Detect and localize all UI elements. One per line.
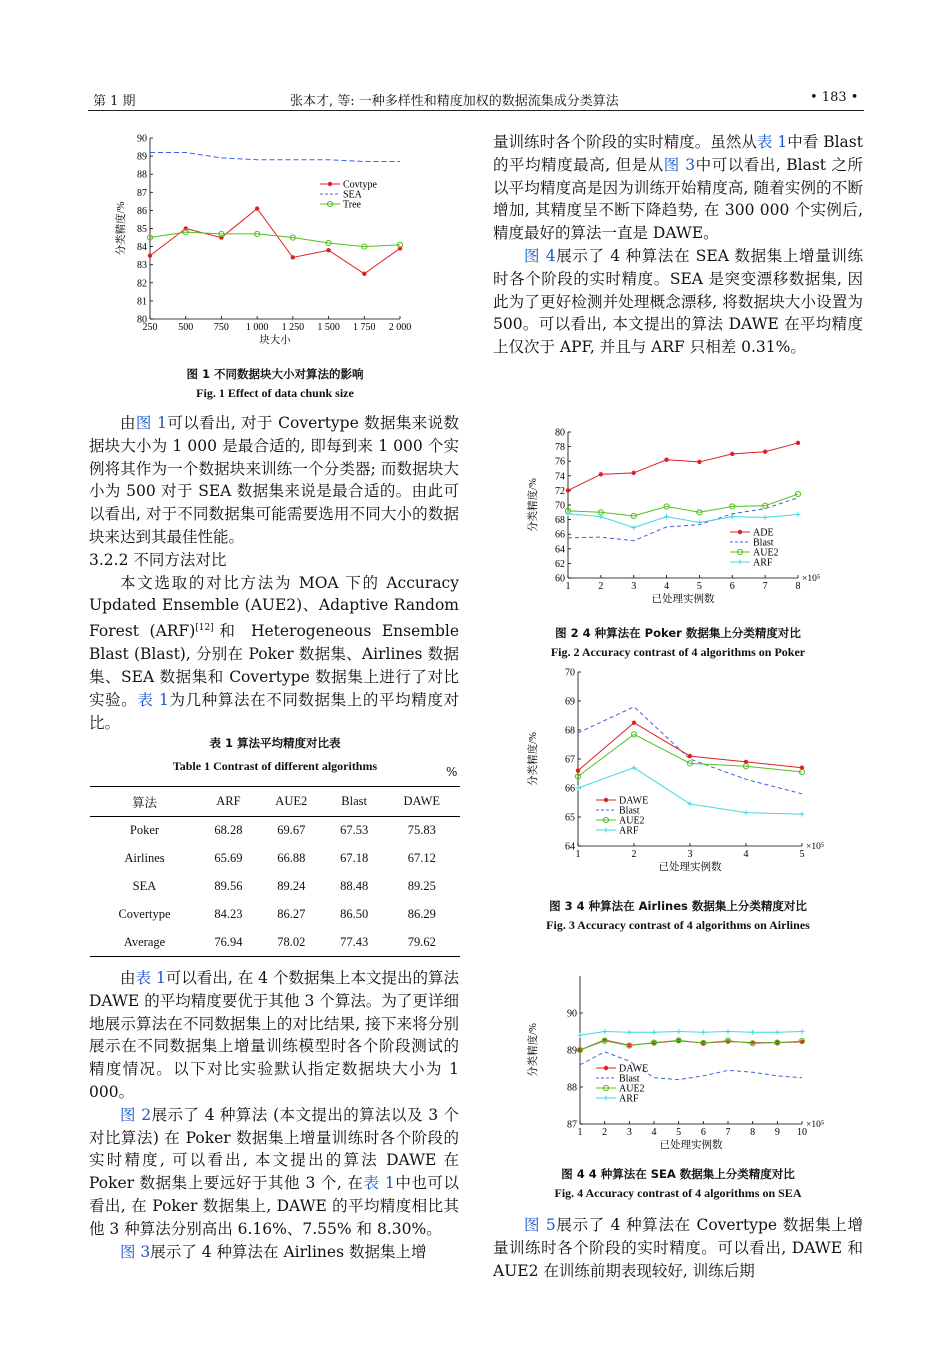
- legend-marker: [604, 798, 608, 802]
- x-tick-label: 500: [178, 322, 194, 333]
- table-cell: 76.94: [199, 929, 258, 957]
- text: 中也可以看出, 在 Poker 数据集上, DAWE 的平均精度相比其他 3 种算法分别高出 6.16%、7.55% 和 8.30%。: [89, 1174, 459, 1238]
- y-tick-label: 88: [567, 1082, 577, 1094]
- y-tick-label: 66: [555, 529, 565, 541]
- text: 中可以看出, Blast 之所以平均精度高是因为训练开始精度高, 随着实例的不断增加, 其精度呈不断下降趋势, 在 300 000 个实例后, 精度最好的算法一直是 DAWE。: [493, 155, 863, 243]
- x-tick-label: 750: [213, 322, 229, 333]
- text: 由: [120, 414, 136, 432]
- table-row: [90, 873, 460, 901]
- data-point-ade: [599, 472, 603, 476]
- series-line-aue2: [568, 494, 798, 516]
- text: 展示了 4 种算法 (本文提出的算法以及 3 个对比算法) 在 Poker 数据集上增量训练时各个阶段的实时精度, 可以看出, 本文提出的算法 DAWE 在 Poker 数据集上要远好于其他 3 个, 在: [89, 1105, 459, 1193]
- x-tick-label: 1 250: [281, 322, 305, 333]
- x-axis-label: 已处理实例数: [659, 1140, 723, 1151]
- y-tick-label: 89: [137, 151, 147, 163]
- y-tick-label: 89: [567, 1045, 577, 1057]
- y-tick-label: 82: [137, 278, 147, 290]
- series-line-arf: [578, 768, 802, 814]
- data-point-arf: [688, 801, 693, 806]
- x-axis-label: 已处理实例数: [651, 594, 715, 605]
- y-tick-label: 72: [555, 485, 565, 497]
- legend-label: Covtype: [343, 179, 377, 191]
- data-point-ade: [796, 441, 800, 445]
- table-cell: Average: [90, 929, 199, 957]
- legend-label: SEA: [343, 189, 362, 201]
- figure-link[interactable]: 图 5: [524, 1216, 556, 1234]
- y-tick-label: 62: [555, 558, 565, 570]
- x-tick-label: 5: [696, 581, 702, 592]
- table-cell: 66.88: [277, 851, 306, 865]
- legend-label: ARF: [619, 825, 639, 837]
- table-cell: 68.28: [214, 823, 243, 838]
- x-tick-label: 10: [797, 1127, 807, 1138]
- data-point-covtype: [255, 206, 259, 210]
- series-line-sea: [150, 152, 400, 161]
- table-link[interactable]: 表 1: [363, 1174, 395, 1193]
- table-cell: 67.18: [340, 851, 369, 865]
- table-cell: 86.29: [407, 907, 436, 921]
- legend-marker: [738, 530, 742, 534]
- table-header-cell: DAWE: [384, 787, 460, 817]
- x-tick-label: 7: [725, 1127, 731, 1138]
- paragraph: [89, 412, 459, 549]
- running-header-title: 张本才, 等: 一种多样性和精度加权的数据流集成分类算法: [290, 94, 619, 109]
- y-tick-label: 76: [555, 456, 565, 468]
- text: 展示了 4 种算法在 Covertype 数据集上增量训练时各个阶段的实时精度。可以看出, DAWE 和 AUE2 在训练前期表现较好, 训练后期: [493, 1216, 863, 1280]
- legend-label: AUE2: [619, 815, 645, 827]
- figure-2-caption-en: Fig. 2 Accuracy contrast of 4 algorithms on Poker: [550, 645, 806, 659]
- legend-marker: [604, 1096, 609, 1101]
- x-unit-label: ×10⁵: [806, 842, 825, 852]
- legend-label: ADE: [753, 527, 774, 539]
- y-axis-label: 分类精度/%: [528, 732, 539, 786]
- x-tick-label: 1: [577, 1127, 583, 1138]
- data-point-arf: [576, 786, 581, 791]
- table-cell: 86.50: [340, 907, 369, 921]
- table-1-title-cn: 表 1 算法平均精度对比表: [209, 736, 341, 750]
- legend-label: Tree: [343, 199, 361, 211]
- table-link[interactable]: 表 1: [137, 690, 169, 709]
- paragraph: [89, 967, 459, 1104]
- table-cell: 89.25: [407, 879, 436, 893]
- paragraph: [89, 1104, 459, 1241]
- y-tick-label: 68: [565, 725, 575, 737]
- table-cell: Airlines: [124, 851, 165, 865]
- table-cell: 65.69: [214, 851, 243, 865]
- table-header-cell: Blast: [325, 787, 384, 817]
- legend-marker: [604, 1066, 608, 1070]
- x-tick-label: 2: [602, 1127, 608, 1138]
- paragraph: [493, 1214, 863, 1282]
- x-tick-label: 4: [651, 1127, 657, 1138]
- figure-link[interactable]: 图 1: [135, 414, 167, 432]
- figure-link[interactable]: 图 3: [120, 1242, 151, 1261]
- data-point-dawe: [576, 768, 580, 772]
- figure-1-caption-en: Fig. 1 Effect of data chunk size: [196, 386, 354, 400]
- data-point-ade: [697, 460, 701, 464]
- data-point-arf: [664, 514, 669, 519]
- y-tick-label: 60: [555, 573, 565, 585]
- y-axis-label: 分类精度/%: [528, 1023, 539, 1077]
- legend-marker: [328, 182, 332, 186]
- table-cell: 69.67: [277, 823, 306, 838]
- x-unit-label: ×10⁵: [802, 574, 821, 584]
- legend-label: Blast: [619, 1073, 640, 1085]
- table-cell: Poker: [129, 823, 160, 838]
- subheading: 3.2.2 不同方法对比: [89, 550, 227, 569]
- y-tick-label: 81: [137, 296, 147, 308]
- y-tick-label: 90: [137, 133, 147, 145]
- x-tick-label: 3: [631, 581, 637, 592]
- y-tick-label: 67: [565, 754, 575, 766]
- y-tick-label: 70: [565, 667, 575, 679]
- data-point-ade: [566, 488, 570, 492]
- figure-1-chart: [110, 124, 440, 354]
- legend-label: AUE2: [619, 1083, 645, 1095]
- running-header-issue: 第 1 期: [93, 94, 136, 109]
- table-header-cell: AUE2: [258, 787, 325, 817]
- y-axis-label: 分类精度/%: [116, 201, 127, 256]
- right-column-text-top: [493, 131, 863, 359]
- legend-marker: [604, 828, 609, 833]
- figure-link[interactable]: 图 3: [663, 155, 696, 174]
- data-point-covtype: [326, 248, 330, 252]
- x-unit-label: ×10⁵: [806, 1120, 825, 1130]
- x-tick-label: 1 750: [353, 322, 376, 333]
- data-point-arf: [676, 1029, 681, 1034]
- y-tick-label: 74: [555, 471, 565, 483]
- text: 和 Heterogeneous Ensemble Blast (Blast), 分别在 Poker 数据集、Airlines 数据集、SEA 数据集和 Covertype 数据集上进行了对比实验。: [89, 622, 459, 709]
- table-row: [90, 845, 460, 873]
- y-tick-label: 85: [137, 224, 147, 235]
- table-cell: 67.12: [407, 851, 436, 865]
- x-tick-label: 250: [142, 322, 158, 333]
- table-header-row: [90, 787, 460, 817]
- data-point-arf: [730, 514, 735, 519]
- x-tick-label: 4: [743, 849, 749, 860]
- left-column-text-bottom: [89, 967, 459, 1263]
- text: 可以看出, 在 4 个数据集上本文提出的算法 DAWE 的平均精度要优于其他 3 个算法。为了更详细地展示算法在不同数据集上的对比结果, 接下来将分别展示在不同数据集上增量训练模型时各个阶段测试的精度情况。以下对比实验默认指定数据块大小为 1 000。: [89, 969, 459, 1101]
- y-tick-label: 69: [565, 696, 575, 708]
- x-tick-label: 5: [799, 849, 805, 860]
- figure-2-chart: [520, 424, 850, 614]
- page-number: • 183 •: [810, 90, 859, 105]
- paragraph: [89, 572, 459, 735]
- data-point-arf: [598, 514, 603, 519]
- table-cell: 84.23: [214, 907, 243, 921]
- legend-label: ARF: [753, 557, 773, 569]
- table-cell: 88.48: [340, 879, 369, 893]
- data-point-ade: [763, 450, 767, 454]
- table-cell: 75.83: [407, 823, 436, 838]
- figure-4-caption-cn: 图 4 4 种算法在 SEA 数据集上分类精度对比: [561, 1167, 795, 1181]
- x-tick-label: 2: [631, 849, 637, 860]
- data-point-arf: [652, 1030, 657, 1035]
- y-tick-label: 68: [555, 515, 565, 527]
- data-point-arf: [627, 1030, 632, 1035]
- legend-label: AUE2: [753, 547, 779, 559]
- series-line-blast: [578, 707, 802, 794]
- table-cell: 77.43: [325, 929, 384, 957]
- legend-label: DAWE: [619, 795, 649, 807]
- series-line-covtype: [150, 209, 400, 274]
- y-tick-label: 87: [137, 187, 147, 199]
- legend-label: DAWE: [619, 1063, 649, 1075]
- y-tick-label: 84: [137, 242, 147, 254]
- table-link[interactable]: 表 1: [135, 969, 166, 987]
- x-tick-label: 1: [565, 581, 571, 592]
- data-point-arf: [775, 1030, 780, 1035]
- series-line-arf: [580, 1032, 802, 1036]
- y-tick-label: 83: [137, 260, 147, 272]
- text: 为几种算法在不同数据集上的平均精度对比。: [89, 690, 459, 732]
- x-tick-label: 1: [575, 849, 581, 860]
- y-tick-label: 86: [137, 205, 147, 217]
- data-point-arf: [631, 525, 636, 530]
- y-tick-label: 64: [565, 841, 575, 853]
- y-tick-label: 64: [555, 544, 565, 556]
- figure-link[interactable]: 图 2: [120, 1105, 152, 1124]
- table-link[interactable]: 表 1: [756, 133, 788, 151]
- text: 展示了 4 种算法在 SEA 数据集上增量训练时各个阶段的实时精度。SEA 是突变漂移数据集, 因此为了更好检测并处理概念漂移, 将数据块大小设置为 500。可以看出, 本文提出的算法 DAWE 在平均精度上仅次于 APF, 并且与 ARF 只相差 0.31%。: [493, 246, 863, 357]
- data-point-arf: [763, 515, 768, 520]
- data-point-covtype: [148, 253, 152, 257]
- table-cell: 78.02: [258, 929, 325, 957]
- text: 展示了 4 种算法在 Airlines 数据集上增: [150, 1242, 427, 1261]
- data-point-arf: [750, 1030, 755, 1035]
- legend-label: ARF: [619, 1093, 639, 1105]
- data-point-arf: [602, 1029, 607, 1034]
- y-tick-label: 87: [567, 1119, 577, 1131]
- data-point-arf: [800, 1029, 805, 1034]
- x-axis-label: 块大小: [259, 335, 291, 346]
- table-row: [90, 817, 460, 845]
- y-tick-label: 65: [565, 812, 575, 824]
- legend-label: Blast: [753, 537, 774, 549]
- table-row: [90, 929, 460, 957]
- data-point-aue2: [795, 491, 800, 496]
- data-point-arf: [726, 1029, 731, 1034]
- y-axis-label: 分类精度/%: [528, 478, 539, 532]
- data-point-arf: [796, 512, 801, 517]
- data-point-covtype: [362, 272, 366, 276]
- table-cell: 89.56: [214, 879, 243, 893]
- figure-2-caption-cn: 图 2 4 种算法在 Poker 数据集上分类精度对比: [555, 626, 801, 640]
- x-tick-label: 3: [626, 1127, 632, 1138]
- data-point-dawe: [632, 721, 636, 725]
- y-tick-label: 80: [555, 427, 565, 439]
- x-tick-label: 8: [750, 1127, 756, 1138]
- series-line-blast: [580, 1052, 802, 1080]
- data-point-ade: [664, 458, 668, 462]
- table-header-cell: 算法: [90, 787, 199, 817]
- citation-link[interactable]: [12]: [195, 623, 214, 634]
- y-tick-label: 70: [555, 500, 565, 512]
- figure-3-caption-en: Fig. 3 Accuracy contrast of 4 algorithms on Airlines: [546, 918, 810, 932]
- x-tick-label: 6: [700, 1127, 706, 1138]
- left-column-text-top: [89, 412, 459, 734]
- y-tick-label: 88: [137, 169, 147, 181]
- table-cell: 89.24: [277, 879, 306, 893]
- table-header-cell: ARF: [199, 787, 258, 817]
- table-row: [90, 901, 460, 929]
- header-rule: [88, 110, 864, 111]
- data-point-ade: [730, 452, 734, 456]
- text: 由: [120, 969, 136, 987]
- x-tick-label: 1 500: [317, 322, 340, 333]
- y-tick-label: 80: [137, 314, 147, 326]
- paragraph: [493, 245, 863, 359]
- y-tick-label: 78: [555, 442, 565, 454]
- data-point-arf: [701, 1030, 706, 1035]
- figure-3-caption-cn: 图 3 4 种算法在 Airlines 数据集上分类精度对比: [549, 899, 807, 913]
- x-tick-label: 2: [598, 581, 604, 592]
- x-tick-label: 6: [729, 581, 735, 592]
- table-cell: 86.27: [277, 907, 306, 921]
- table-1-unit: %: [446, 765, 458, 779]
- paragraph: [89, 1241, 459, 1264]
- x-tick-label: 7: [762, 581, 768, 592]
- x-tick-label: 2 000: [388, 322, 412, 333]
- data-point-arf: [632, 765, 637, 770]
- data-point-covtype: [291, 255, 295, 259]
- right-column-text-bottom: [493, 1214, 863, 1282]
- series-line-arf: [568, 514, 798, 528]
- figure-link[interactable]: 图 4: [524, 246, 556, 265]
- x-tick-label: 5: [676, 1127, 682, 1138]
- y-tick-label: 66: [565, 783, 575, 795]
- table-cell: 67.53: [340, 823, 369, 838]
- figure-4-chart: [520, 966, 850, 1156]
- paragraph: [493, 131, 863, 245]
- x-axis-label: 已处理实例数: [658, 862, 722, 873]
- text: 可以看出, 对于 Covertype 数据集来说数据块大小为 1 000 是最合适的, 即每到来 1 000 个实例将其作为一个数据块来训练一个分类器; 而数据块大小为 500 对于 SEA 数据集来说是最合适的。由此可以看出, 对于不同数据集可能需要选用不同大小的数据块来达到其最佳性能。: [89, 414, 459, 546]
- table-cell: Covertype: [118, 907, 171, 921]
- figure-1-caption-cn: 图 1 不同数据块大小对算法的影响: [186, 367, 364, 381]
- legend-label: Blast: [619, 805, 640, 817]
- legend-marker: [738, 560, 743, 565]
- y-tick-label: 90: [567, 1008, 577, 1020]
- text: 中看 Blast 的平均精度最高, 但是从: [493, 133, 863, 174]
- series-line-ade: [568, 443, 798, 490]
- figure-3-chart: [520, 664, 850, 886]
- text: 本文选取的对比方法为 MOA 下的 Accuracy Updated Ensemble (AUE2)、Adaptive Random Forest (ARF): [89, 573, 459, 641]
- data-point-arf: [744, 810, 749, 815]
- text: 量训练时各个阶段的实时精度。虽然从: [493, 133, 757, 151]
- table-cell: SEA: [132, 879, 157, 893]
- x-tick-label: 1 000: [245, 322, 269, 333]
- x-tick-label: 3: [687, 849, 693, 860]
- data-point-ade: [632, 471, 636, 475]
- table-1-title-en: Table 1 Contrast of different algorithms: [172, 759, 378, 773]
- x-tick-label: 9: [774, 1127, 780, 1138]
- x-tick-label: 4: [664, 581, 670, 592]
- table-1: [90, 786, 460, 957]
- figure-4-caption-en: Fig. 4 Accuracy contrast of 4 algorithms on SEA: [554, 1186, 802, 1200]
- data-point-arf: [578, 1033, 583, 1038]
- x-tick-label: 8: [795, 581, 801, 592]
- data-point-arf: [800, 812, 805, 817]
- table-cell: 79.62: [384, 929, 460, 957]
